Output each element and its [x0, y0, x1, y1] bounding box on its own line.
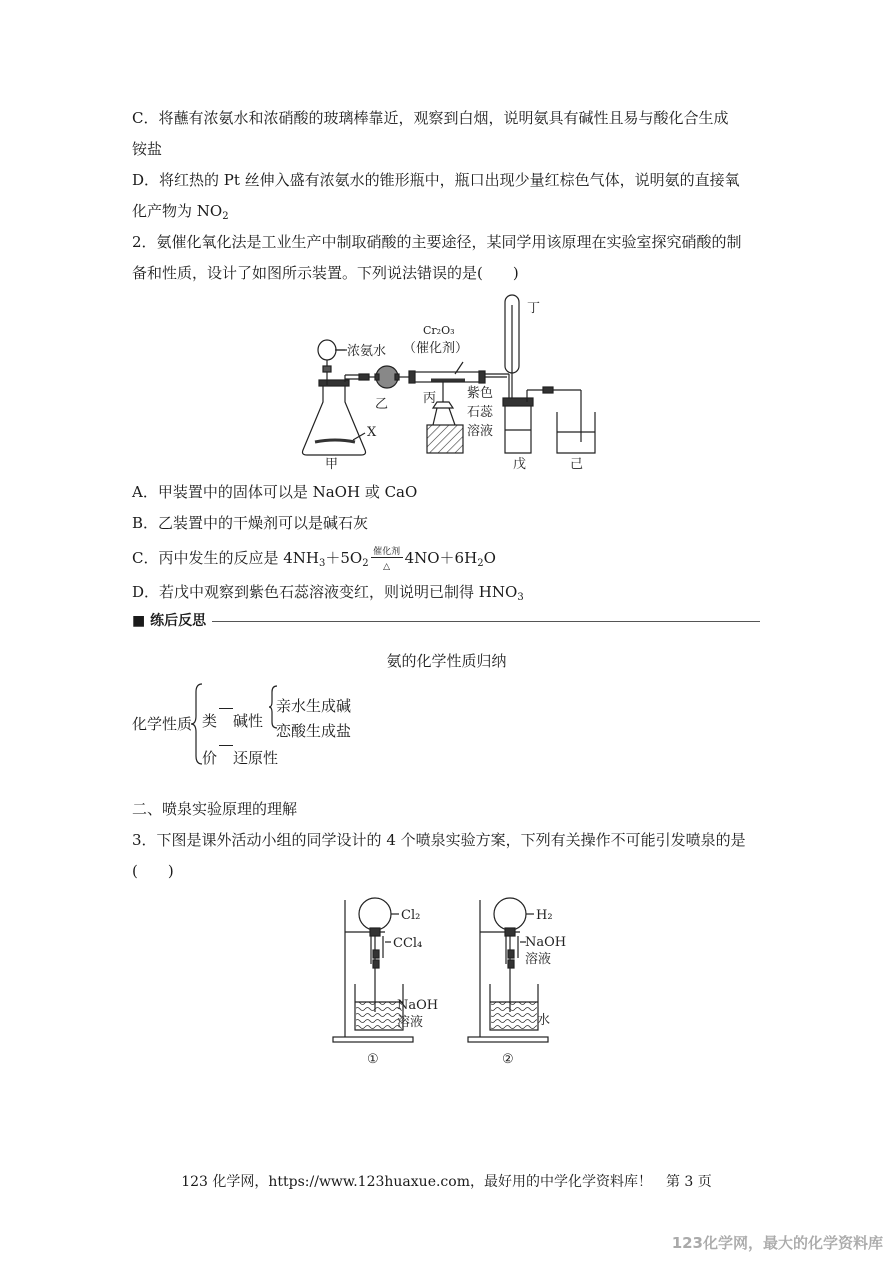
q2-option-c: C．丙中发生的反应是 $4NH_3+5O_2$ 催化剂 △ $4NO+6H_2O$	[132, 547, 496, 572]
fig2-number: ②	[502, 1052, 514, 1067]
label-x: X	[367, 425, 377, 440]
fig2-gas: H₂	[536, 908, 553, 923]
q2-stem-line1: 2．氨催化氧化法是工业生产中制取硝酸的主要途径，某同学用该原理在实验室探究硝酸的制	[132, 233, 742, 251]
fig1-sol1: NaOH	[397, 998, 439, 1013]
q3-stem-line1: 3．下图是课外活动小组的同学设计的 4 个喷泉实验方案，下列有关操作不可能引发喷泉的是	[132, 831, 746, 849]
label-litmus3: 溶液	[467, 424, 494, 439]
label-litmus1: 紫色	[467, 386, 494, 401]
label-litmus2: 石蕊	[467, 405, 494, 420]
label-bing: 丙	[423, 391, 437, 406]
section2-heading: 二、喷泉实验原理的理解	[132, 800, 298, 818]
watermark: 123化学网，最大的化学资料库	[671, 1234, 883, 1252]
label-ammonia: 浓氨水	[347, 344, 387, 359]
page-footer: 123 化学网，https://www.123huaxue.com，最好用的中学化学资料库！ 第 3 页	[181, 1174, 712, 1190]
fig2-liquid2: 溶液	[525, 952, 552, 967]
q1-option-d-line1: D．将红热的 Pt 丝伸入盛有浓氨水的锥形瓶中，瓶口出现少量红棕色气体，说明氨的直接氧	[132, 171, 740, 189]
q1-option-c-line2: 铵盐	[132, 140, 163, 158]
fig2-sol: 水	[537, 1013, 551, 1028]
label-ji: 己	[570, 457, 584, 472]
tree-lei: 类	[202, 712, 218, 730]
q1-option-d-line2: 化产物为 $NO_2$	[132, 202, 229, 222]
reflection-rule	[212, 621, 760, 622]
fig2-liquid1: NaOH	[525, 935, 567, 950]
reflection-bar	[132, 613, 760, 629]
label-wu: 戊	[513, 457, 527, 472]
q2-option-b: B．乙装置中的干燥剂可以是碱石灰	[132, 514, 369, 532]
fig1-sol2: 溶液	[397, 1015, 424, 1030]
reflection-title: 氨的化学性质归纳	[386, 652, 507, 670]
q2-stem-line2: 备和性质，设计了如图所示装置。下列说法错误的是( )	[132, 264, 519, 282]
q2-apparatus-figure	[295, 290, 615, 475]
label-ding: 丁	[527, 301, 541, 316]
q2-option-d: D．若戊中观察到紫色石蕊溶液变红，则说明已制得 $HNO_3$	[132, 583, 524, 603]
reaction-condition: 催化剂 △	[369, 548, 405, 568]
tree-water: 亲水生成碱	[276, 697, 352, 715]
q3-stem-line2: ( )	[132, 862, 174, 880]
label-catalyst: （催化剂）	[403, 341, 469, 356]
tree-jia: 价	[202, 749, 218, 767]
reflection-tag: ■ 练后反思	[132, 613, 207, 629]
tree-basic: 碱性	[233, 712, 264, 730]
fig1-number: ①	[367, 1052, 379, 1067]
fig1-liquid: CCl₄	[393, 936, 423, 951]
tree-root: 化学性质	[132, 715, 193, 733]
label-yi: 乙	[375, 397, 389, 412]
label-catalyst-formula: Cr₂O₃	[423, 324, 455, 337]
property-tree	[132, 680, 392, 770]
label-jia: 甲	[325, 457, 339, 472]
tree-acid: 恋酸生成盐	[276, 722, 352, 740]
q2-option-a: A．甲装置中的固体可以是 NaOH 或 CaO	[132, 483, 418, 501]
tree-reduce: 还原性	[233, 749, 279, 767]
q3-fountain-figures	[325, 892, 585, 1070]
q1-option-c-line1: C．将蘸有浓氨水和浓硝酸的玻璃棒靠近，观察到白烟，说明氨具有碱性且易与酸化合生成	[132, 109, 729, 127]
fig1-gas: Cl₂	[401, 908, 421, 923]
